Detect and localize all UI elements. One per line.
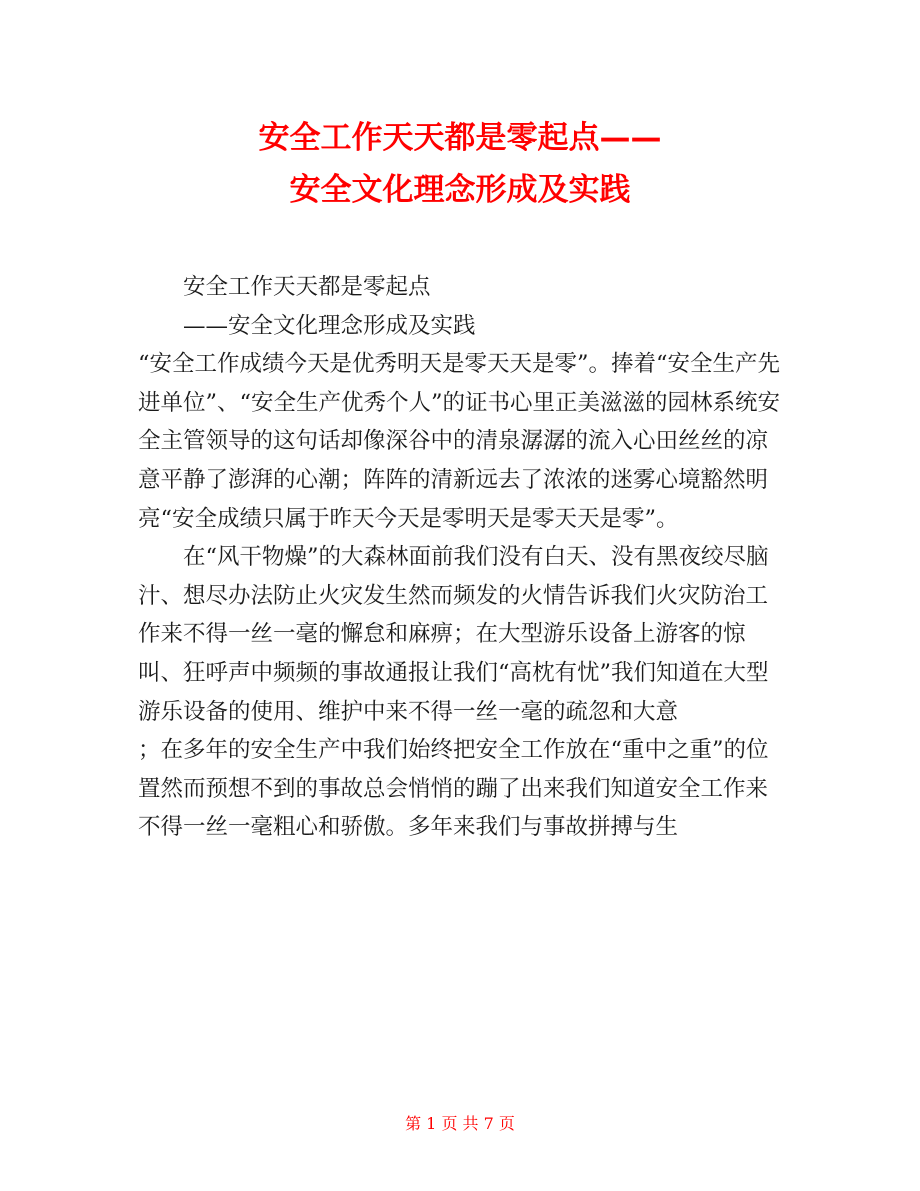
page-number-footer: 第 1 页 共 7 页 (405, 1114, 515, 1133)
paragraph-3: ；在多年的安全生产中我们始终把安全工作放在“重中之重”的位置然而预想不到的事故总会悄悄的蹦了出来我们知道安全工作来不得一丝一毫粗心和骄傲。多年来我们与事故拼搏与生 (138, 737, 769, 841)
subtitle-line: 安全工作天天都是零起点 (183, 274, 431, 300)
paragraph-1: “安全工作成绩今天是优秀明天是零天天是零”。捧着“安全生产先进单位”、“安全生产优秀个人”的证书心里正美滋滋的园林系统安全主管领导的这句话却像深谷中的清泉潺潺的流入心田丝丝的凉意平静了澎湃的心潮；阵阵的清新远去了浓浓的迷雾心境豁然明亮“安全成绩只属于昨天今天是零明天是零天天是零”。 (138, 351, 781, 532)
title-line-1: 安全工作天天都是零起点—— (258, 120, 662, 156)
document-body (138, 268, 788, 847)
document-title (0, 112, 920, 216)
title-line-2: 安全文化理念形成及实践 (289, 172, 631, 208)
subtitle-dash-line: ——安全文化理念形成及实践 (183, 312, 476, 339)
paragraph-2: 在“风干物燥”的大森林面前我们没有白天、没有黑夜绞尽脑汁、想尽办法防止火灾发生然而频发的火情告诉我们火灾防治工作来不得一丝一毫的懈怠和麻痹；在大型游乐设备上游客的惊叫、狂呼声中频频的事故通报让我们“高枕有忧”我们知道在大型游乐设备的使用、维护中来不得一丝一毫的疏忽和大意 (138, 544, 769, 725)
